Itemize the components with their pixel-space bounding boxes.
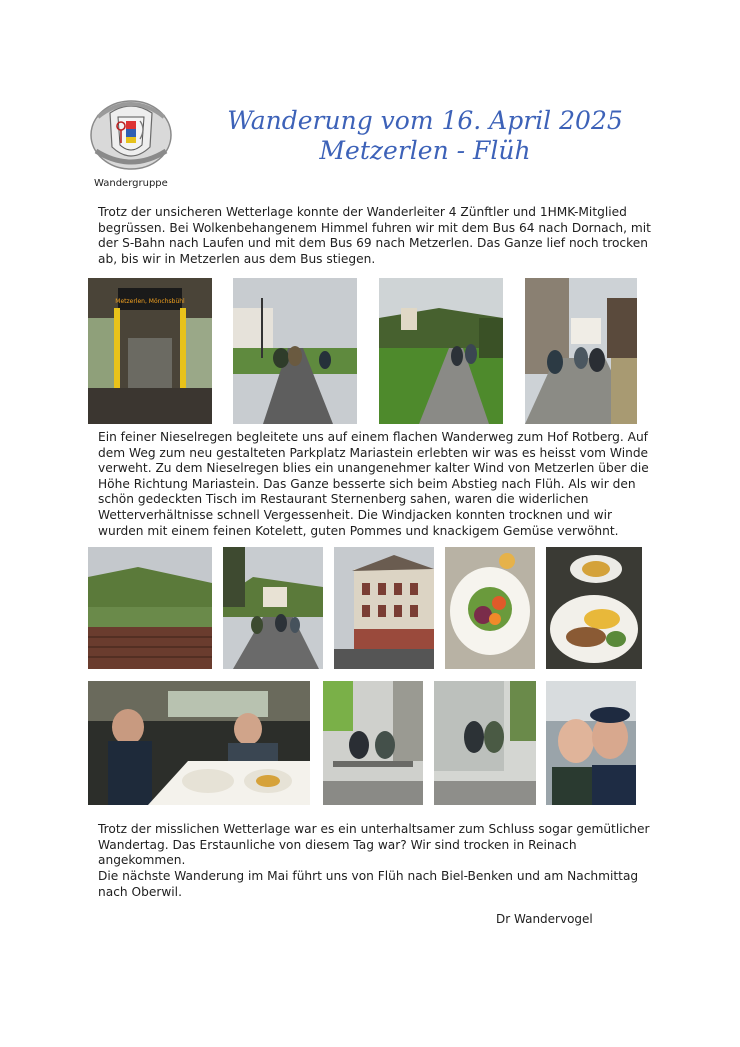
photo-main-dish: [546, 547, 642, 669]
photo-group-road: [233, 278, 357, 424]
photo-group-table: [88, 681, 310, 805]
photo-bus-stop-seated: [323, 681, 423, 805]
bus-display: Metzerlen, Mönchsbühl: [115, 298, 185, 305]
logo-caption: Wandergruppe: [94, 178, 168, 189]
photo-village-street: [525, 278, 637, 424]
photo-valley-fence: [88, 547, 212, 669]
photo-bus-interior: [88, 278, 212, 424]
signature: Dr Wandervogel: [496, 912, 593, 926]
photo-path-castle: [379, 278, 503, 424]
club-logo: [88, 95, 174, 173]
page-subtitle: Metzerlen - Flüh: [319, 136, 531, 165]
page-title: Wanderung vom 16. April 2025: [227, 106, 623, 135]
photo-group-village: [223, 547, 323, 669]
closing-paragraph: Trotz der misslichen Wetterlage war es ein unterhaltsamer zum Schluss sogar gemütlicher Wandertag. Das Erstaunliche von diesem Tag war? Wir sind trocken in Reinach angekommen.: [98, 822, 650, 868]
middle-paragraph: Ein feiner Nieselregen begleitete uns auf einem flachen Wanderweg zum Hof Rotberg. Auf dem Weg zum neu gestalteten Parkplatz Mariastein erlebten wir was es heisst vom Winde verweht. Zu dem Nieselregen blies ein unangenehmer kalter Wind von Metzerlen über die Höhe Richtung Mariastein. Das Ganze besserte sich beim Abstieg nach Flüh. Als wir den schön gedeckten Tisch im Restaurant Sternenberg sahen, waren die widerlichen Wetterverhältnisse schnell Vergessenheit. Die Windjacken konnten trocknen und wir wurden mit einem feinen Kotelett, guten Pommes und knackigem Gemüse verwöhnt.: [98, 430, 649, 538]
next-hike-paragraph: Die nächste Wanderung im Mai führt uns von Flüh nach Biel-Benken und am Nachmittag nach Oberwil.: [98, 869, 639, 899]
photo-selfie: [546, 681, 636, 805]
photo-bus-stop-standing: [434, 681, 536, 805]
intro-paragraph: Trotz der unsicheren Wetterlage konnte der Wanderleiter 4 Zünftler und 1HMK-Mitglied begrüssen. Bei Wolkenbehangenem Himmel fuhren wir mit dem Bus 64 nach Dornach, mit der S-Bahn nach Laufen und mit dem Bus 69 nach Metzerlen. Das Ganze lief noch trocken ab, bis wir in Metzerlen aus dem Bus stiegen.: [98, 205, 651, 266]
photo-salad-plate: [445, 547, 535, 669]
photo-restaurant-building: [334, 547, 434, 669]
